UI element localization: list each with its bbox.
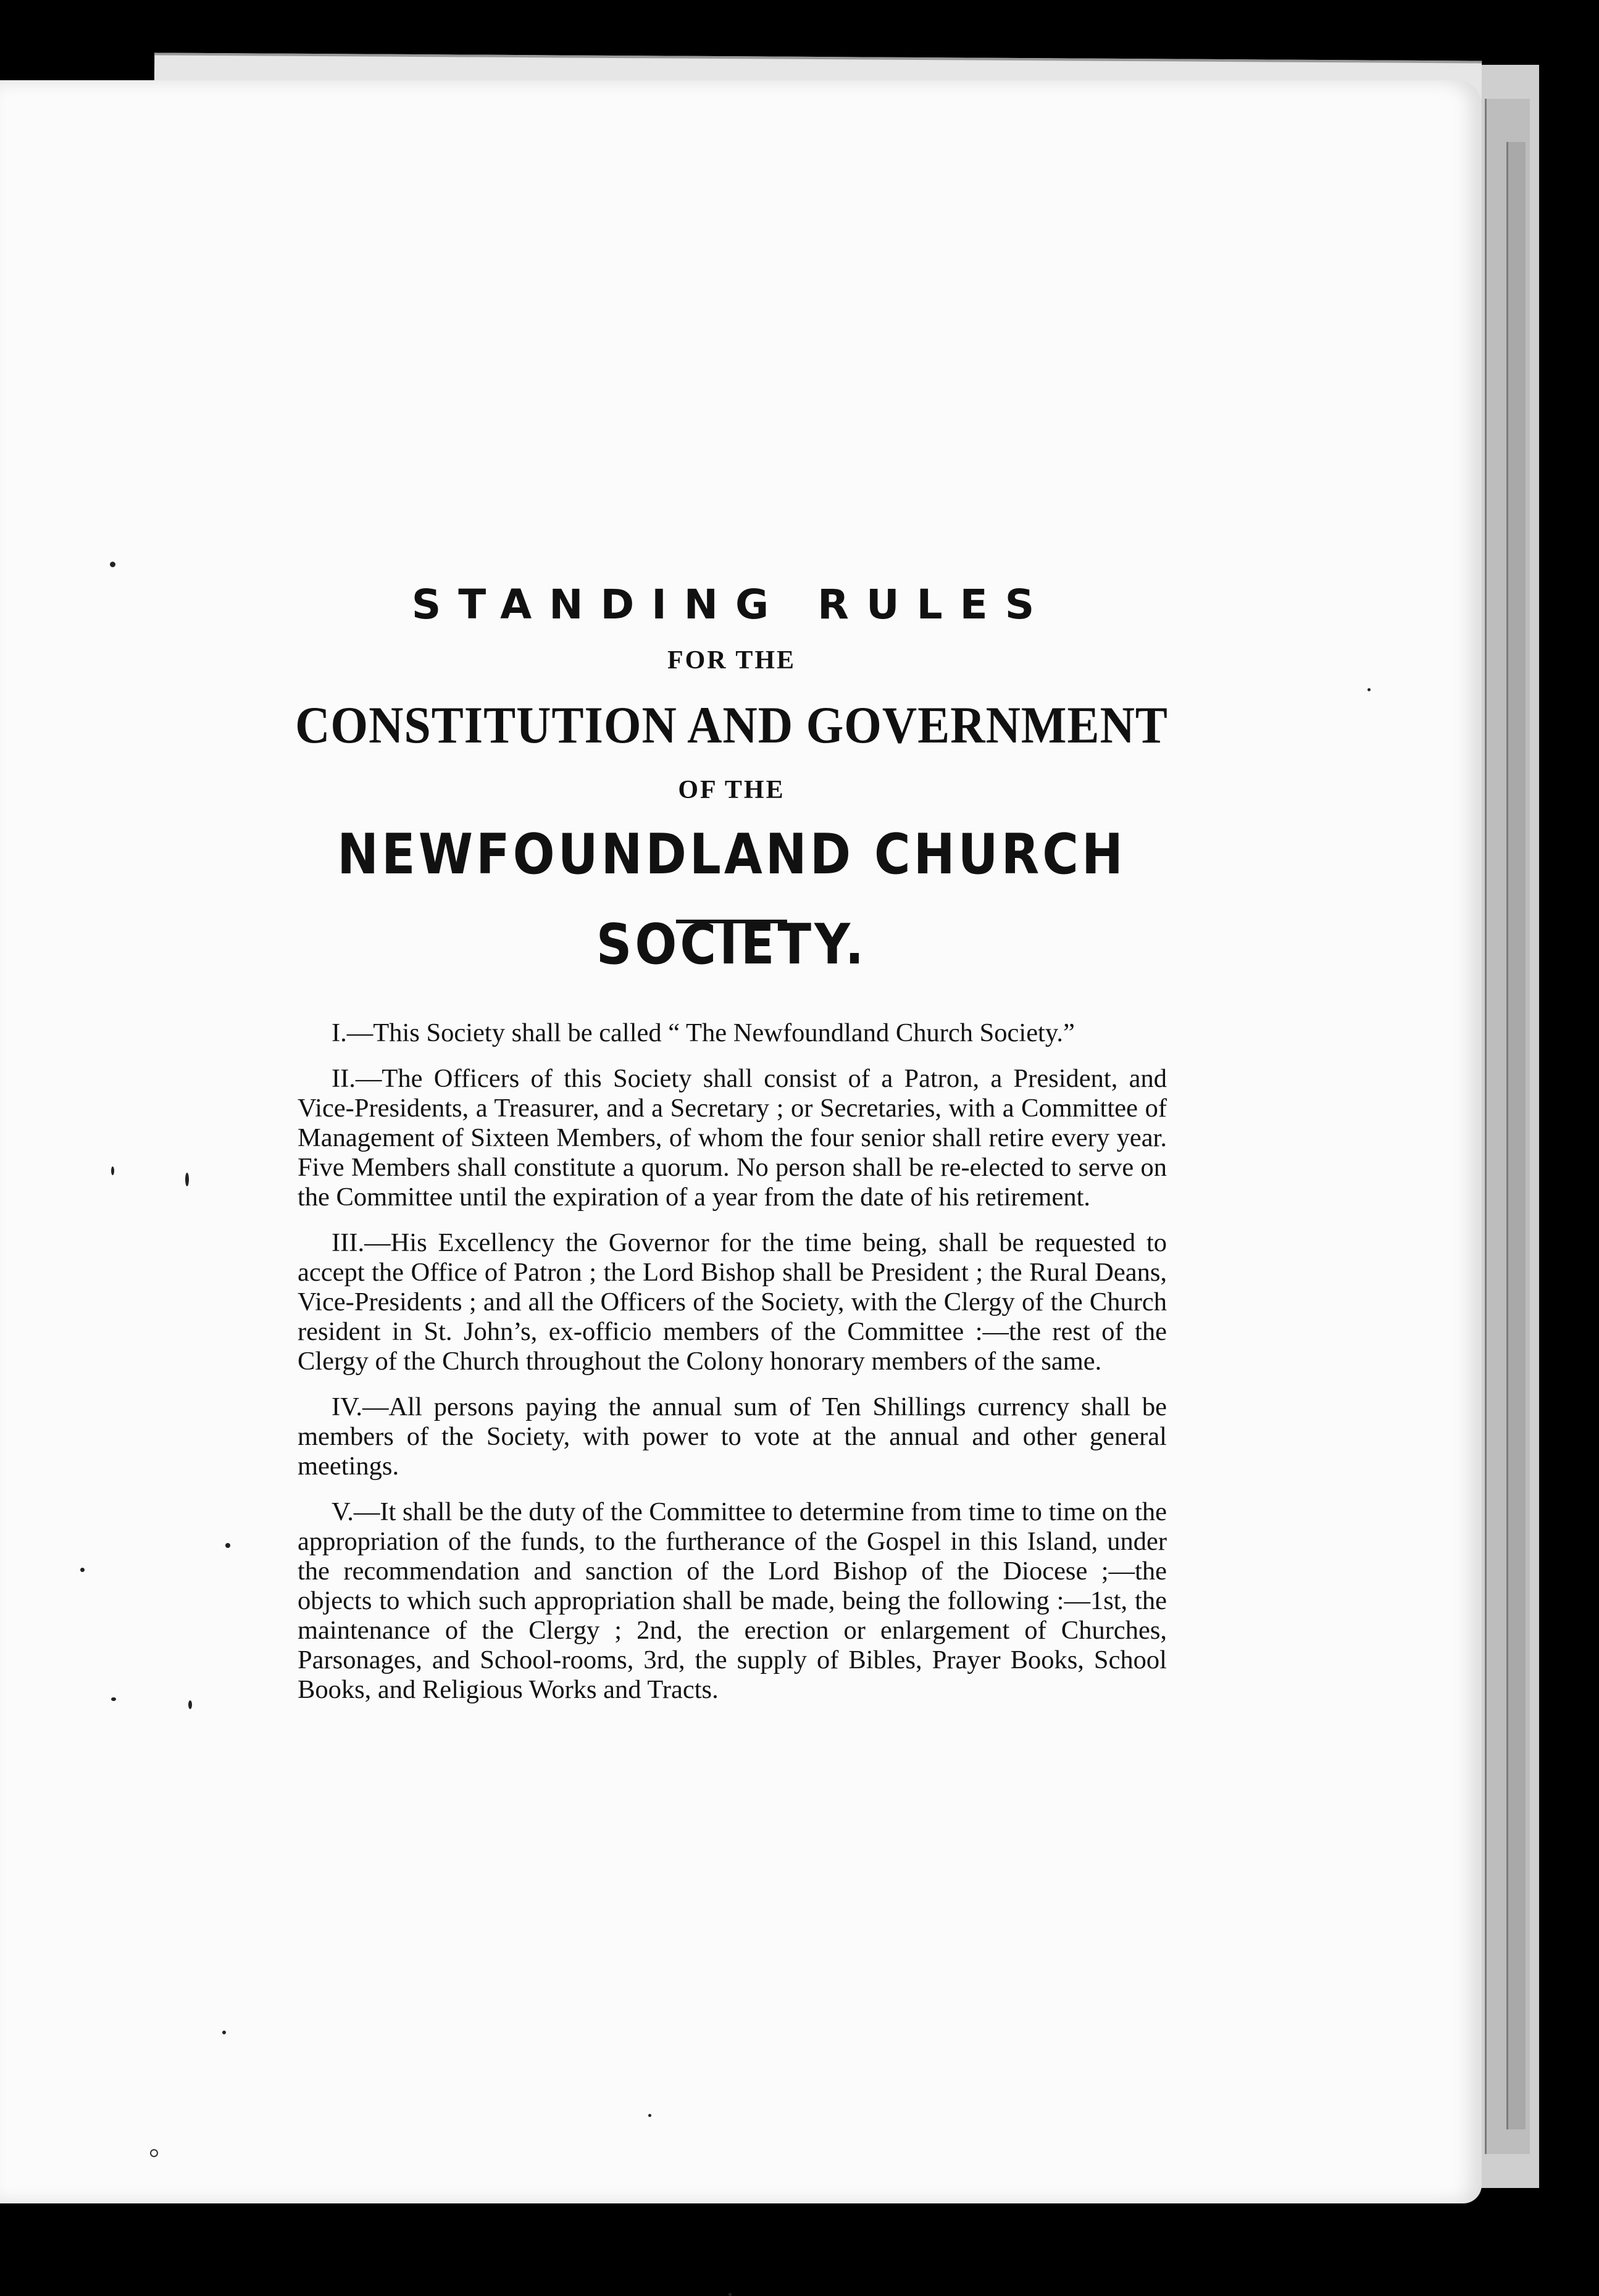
rule-paragraph-3: III.—His Excellency the Governor for the time being, shall be requested to accept the Office of Patron ; the Lord Bishop shall be President ; the Rural Deans, Vice-Presidents ; and all the Officers of the Society, with the Clergy of the Church resident in St. John’s, ex-officio members of the Committee :—the rest of the Clergy of the Church throughout the Colony honorary members of the same.	[298, 1228, 1167, 1376]
heading-standing-rules: STANDING RULES	[411, 581, 1052, 628]
rules-list	[298, 1018, 1167, 1721]
rule-paragraph-2: II.—The Officers of this Society shall consist of a Patron, a President, and Vice-Presidents, a Treasurer, and a Secretary ; or Secretaries, with a Committee of Management of Sixteen Members, of whom the four senior shall retire every year. Five Members shall constitute a quorum. No person shall be re-elected to serve on the Committee until the expiration of a year from the date of his retirement.	[298, 1064, 1167, 1212]
heading-of-the: OF THE	[678, 776, 785, 804]
rule-paragraph-5: V.—It shall be the duty of the Committee to determine from time to time on the appropriation of the funds, to the furtherance of the Gospel in this Island, under the recommendation and sanction of the Lord Bishop of the Diocese ;—the objects to which such appropriation shall be made, being the following :—1st, the maintenance of the Clergy ; 2nd, the erection or enlargement of Churches, Parsonages, and School-rooms, 3rd, the supply of Bibles, Prayer Books, School Books, and Religious Works and Tracts.	[298, 1497, 1167, 1704]
rule-paragraph-1: I.—This Society shall be called “ The Newfoundland Church Society.”	[332, 1018, 1075, 1047]
heading-society-name: NEWFOUNDLAND CHURCH SOCIETY.	[337, 822, 1126, 977]
title-block	[290, 574, 1173, 977]
heading-for-the: FOR THE	[667, 646, 796, 675]
heading-constitution: CONSTITUTION AND GOVERNMENT	[295, 696, 1168, 754]
page-edges-innermost	[1506, 142, 1526, 2129]
rule-paragraph-4: IV.—All persons paying the annual sum of Ten Shillings currency shall be members of the Society, with power to vote at the annual and other general meetings.	[298, 1392, 1167, 1481]
